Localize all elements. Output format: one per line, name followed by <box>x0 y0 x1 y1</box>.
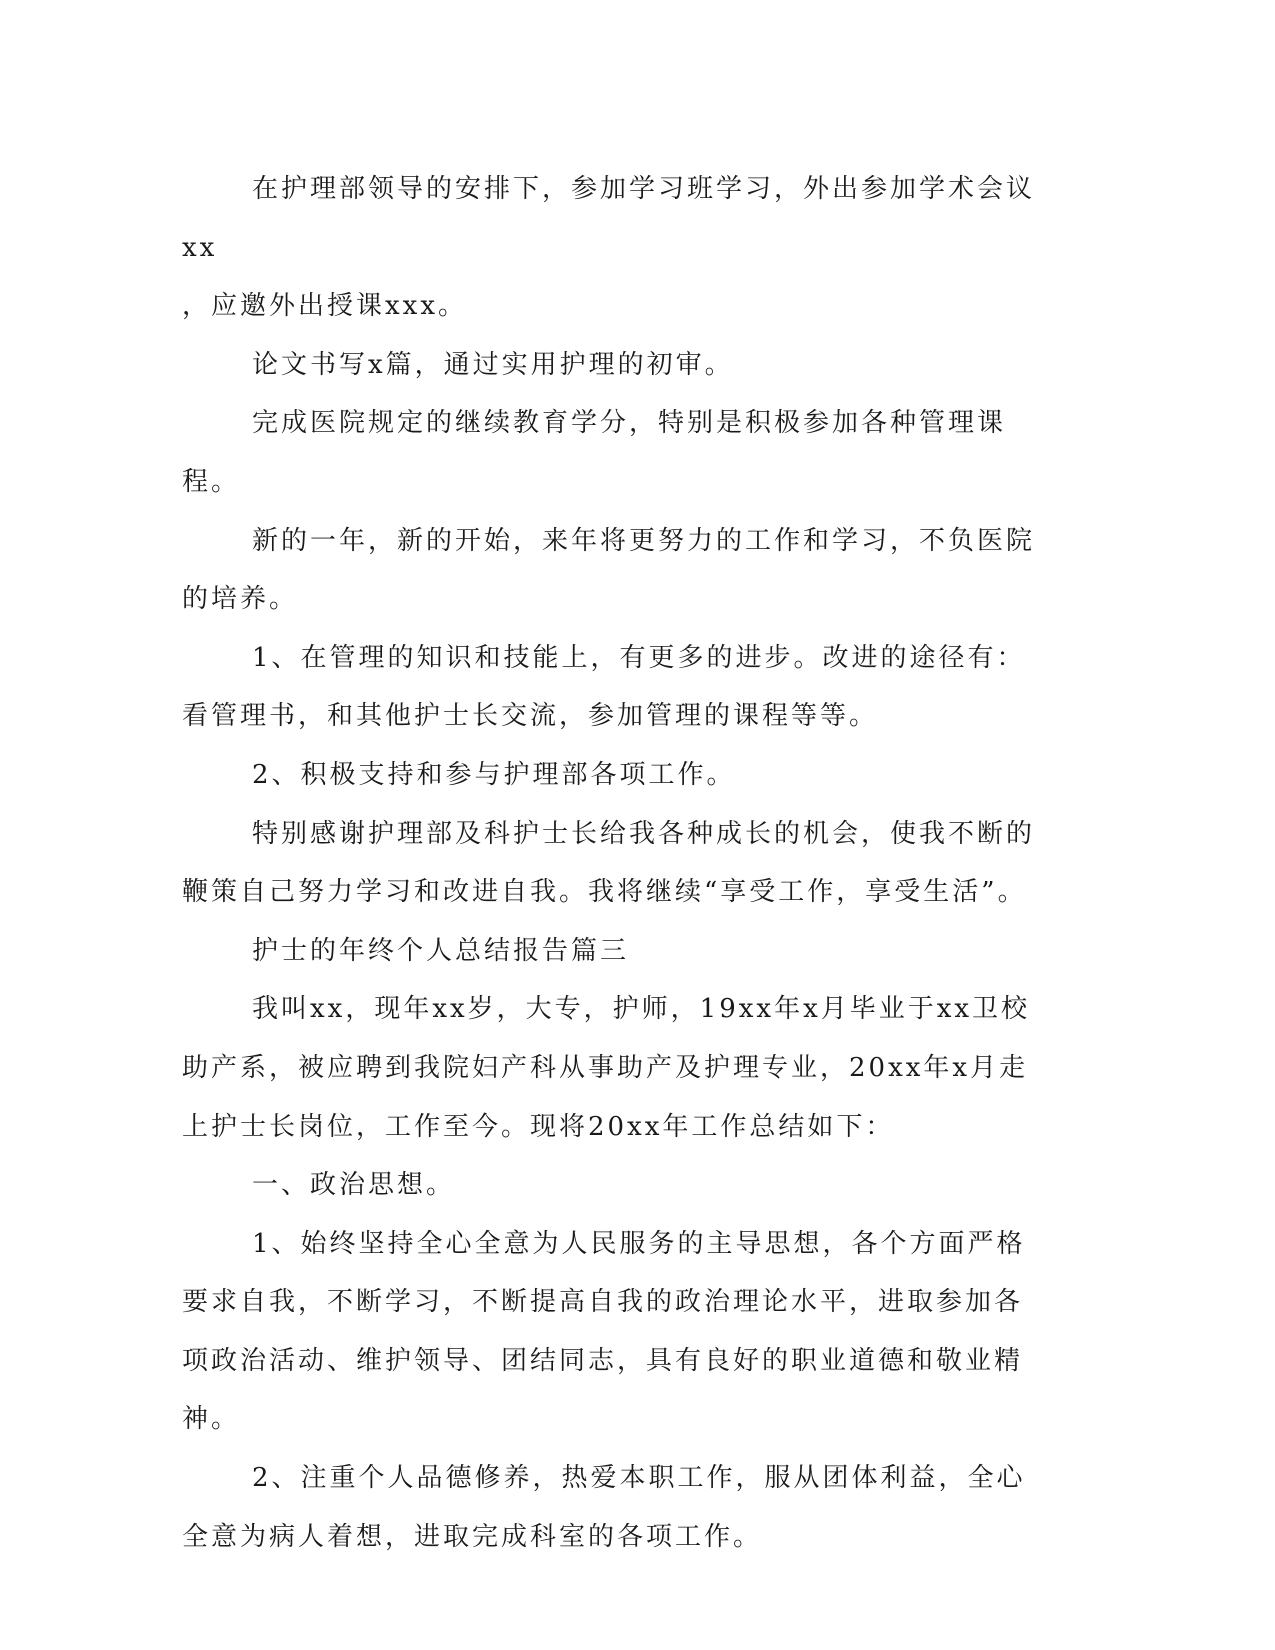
paragraph-lecture-continuation: ，应邀外出授课xxx。 <box>182 291 467 322</box>
paragraph-political-item-1: 1、始终坚持全心全意为人民服务的主导思想，各个方面严格要求自我，不断学习，不断提高自我的政治理论水平，进取参加各项政治活动、维护领导、团结同志，具有良好的职业道德和敬业精神。 <box>182 1228 1026 1435</box>
document-body <box>182 160 1042 1566</box>
paragraph-thesis: 论文书写x篇，通过实用护理的初审。 <box>252 349 734 380</box>
paragraph-education-credits: 完成医院规定的继续教育学分，特别是积极参加各种管理课程。 <box>182 408 1007 497</box>
paragraph-support-nursing: 2、积极支持和参与护理部各项工作。 <box>252 759 736 790</box>
paragraph-political-heading: 一、政治思想。 <box>252 1170 456 1201</box>
paragraph-thanks: 特别感谢护理部及科护士长给我各种成长的机会，使我不断的鞭策自己努力学习和改进自我。我将继续“享受工作，享受生活”。 <box>182 818 1036 908</box>
paragraph-new-year: 新的一年，新的开始，来年将更努力的工作和学习，不负医院的培养。 <box>182 525 1036 615</box>
section-heading: 护士的年终个人总结报告篇三 <box>252 935 630 966</box>
paragraph-management-skills: 1、在管理的知识和技能上，有更多的进步。改进的途径有：看管理书，和其他护士长交流，参加管理的课程等等。 <box>182 642 1026 732</box>
paragraph-academic-meeting: 在护理部领导的安排下，参加学习班学习，外出参加学术会议xx <box>182 174 1036 263</box>
paragraph-political-item-2: 2、注重个人品德修养，热爱本职工作，服从团体利益，全心全意为病人着想，进取完成科室的各项工作。 <box>182 1463 1026 1552</box>
paragraph-self-intro: 我叫xx，现年xx岁，大专，护师，19xx年x月毕业于xx卫校助产系，被应聘到我院妇产科从事助产及护理专业，20xx年x月走上护士长岗位，工作至今。现将20xx年工作总结如下： <box>182 994 1031 1142</box>
